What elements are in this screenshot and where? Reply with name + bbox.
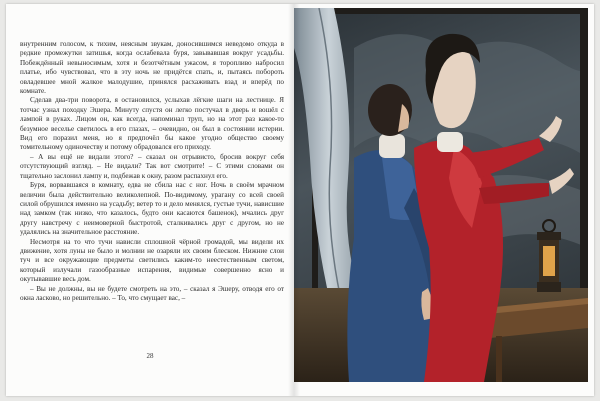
paragraph: – А вы ещё не видали этого? – сказал он отрывисто, бросив вокруг себя отсутствующий взгляд. – Не видали? Так вот смотрите! – С этими словами он тщательно заслонил лампу и, подбежав к окну, разом распахнул его. xyxy=(20,152,284,180)
paragraph: – Вы не должны, вы не будете смотреть на это, – сказал я Эшеру, отводя его от окна ласково, но решительно. – То, что смущает вас, – xyxy=(20,284,284,302)
paragraph: внутренним голосом, к тихим, неясным звукам, доносившимся неведомо откуда в редкие промежутки затишья, когда ослабевала буря, завывавшая вокруг усадьбы. Побеждённый невыносимым, хотя и безотчётным ужасом, я торопливо набросил платье, ибо чувствовал, что в эту ночь не придётся спать, и, пытаясь побороть овладевшее мной жалкое малодушие, принялся расхаживать взад и вперёд по комнате. xyxy=(20,40,284,96)
paragraph: Буря, ворвавшаяся в комнату, едва не сбила нас с ног. Ночь в своём мрачном величии была действительно великолепной. По-видимому, урагану со всей своей силой обрушился именно на усадьбу; ветер то и дело менялся, густые тучи, нависшие над замком (так низко, что казалось, будто они касаются башенок), мчались друг другу навстречу с неимоверной быстротой, сталкивались друг с другом, но не удалялись на значительное расстояние. xyxy=(20,181,284,237)
book-spread xyxy=(6,4,594,396)
paragraph: Сделав два-три поворота, я остановился, услыхав лёгкие шаги на лестнице. Я тотчас узнал походку Эшера. Минуту спустя он легко постучал в дверь и вошёл с лампой в руках. Лицом он, как всегда, напоминал труп, но на этот раз какое-то безумное веселье светилось в его глазах, – очевидно, он был в состоянии истерии. Вид его поразил меня, но я предпочёл бы какое угодно общество своему томительному одиночеству и потому обрадовался его приходу. xyxy=(20,96,284,152)
illustration xyxy=(294,8,588,382)
text-block xyxy=(20,40,284,303)
right-page xyxy=(294,4,594,396)
page-number: 28 xyxy=(146,352,154,360)
paragraph: Несмотря на то что тучи нависли сплошной чёрной громадой, мы видели их движение, хотя луны не было и молнии не озаряли их своим блеском. Нижние слои туч и все окружающие предметы светились каким-то неестественным светом, который излучали газообразные испарения, видимые совершенно ясно и окутывавшие весь дом. xyxy=(20,237,284,284)
left-page xyxy=(6,4,294,396)
